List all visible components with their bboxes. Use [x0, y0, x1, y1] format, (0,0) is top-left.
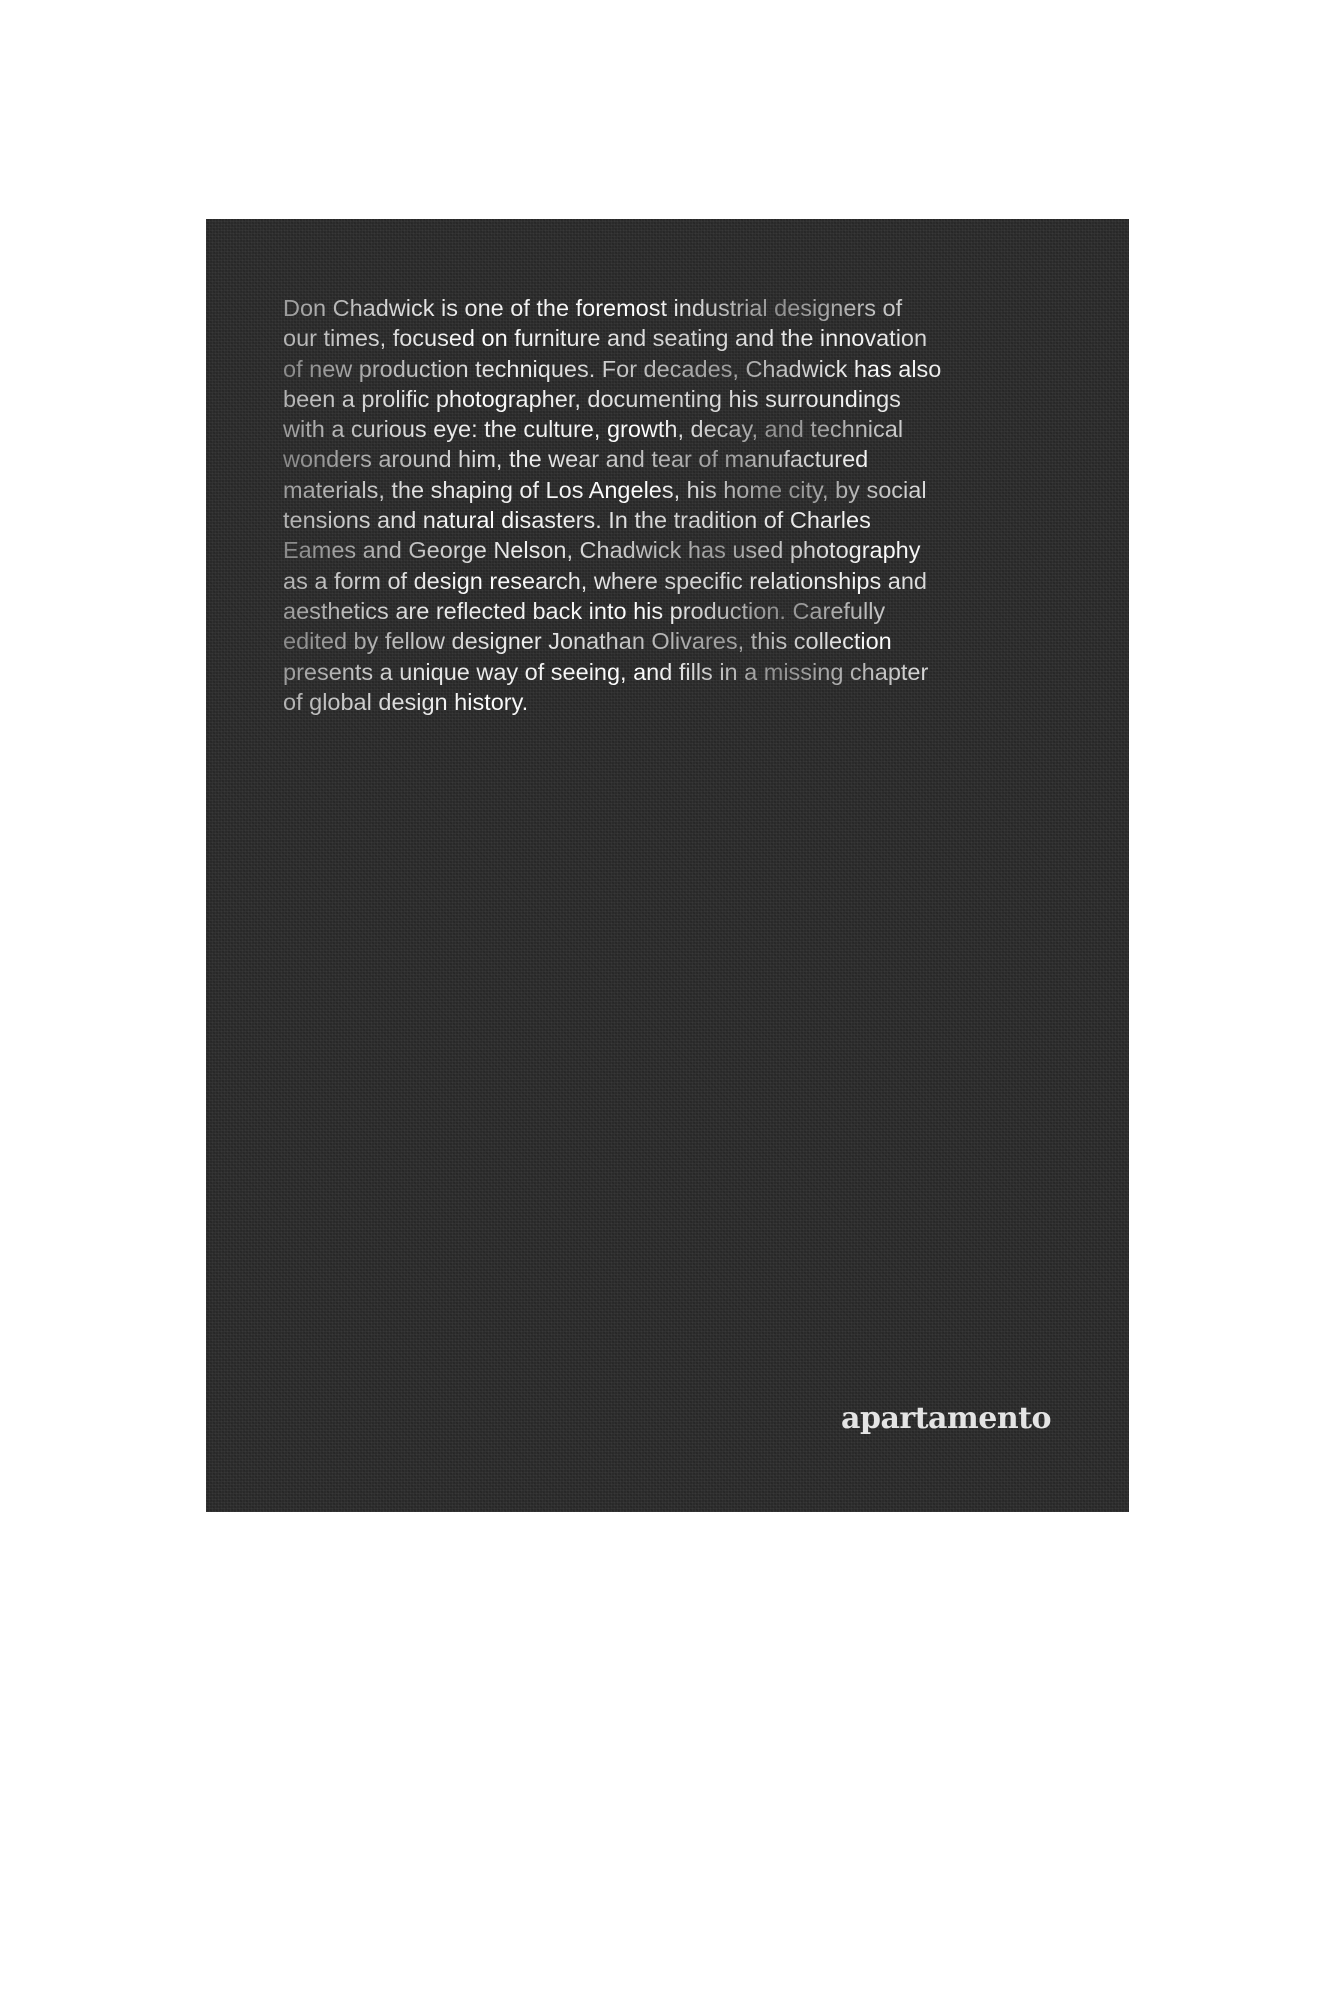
blurb-line: been a prolific photographer, documenting his surroundings — [283, 384, 1083, 414]
blurb-line: with a curious eye: the culture, growth, decay, and technical — [283, 414, 1083, 444]
blurb-line: presents a unique way of seeing, and fills in a missing chapter — [283, 657, 1083, 687]
blurb-line: as a form of design research, where specific relationships and — [283, 566, 1083, 596]
blurb-line: Don Chadwick is one of the foremost industrial designers of — [283, 293, 1083, 323]
blurb-line: of global design history. — [283, 687, 1083, 717]
blurb-line: Eames and George Nelson, Chadwick has used photography — [283, 535, 1083, 565]
blurb-line: edited by fellow designer Jonathan Olivares, this collection — [283, 626, 1083, 656]
blurb-line: our times, focused on furniture and seating and the innovation — [283, 323, 1083, 353]
book-back-cover — [206, 219, 1129, 1512]
cover-blurb — [283, 293, 1083, 717]
publisher-logo: apartamento — [841, 1401, 1051, 1436]
blurb-line: wonders around him, the wear and tear of manufactured — [283, 444, 1083, 474]
blurb-line: tensions and natural disasters. In the tradition of Charles — [283, 505, 1083, 535]
blurb-line: of new production techniques. For decades, Chadwick has also — [283, 354, 1083, 384]
blurb-line: materials, the shaping of Los Angeles, his home city, by social — [283, 475, 1083, 505]
blurb-line: aesthetics are reflected back into his production. Carefully — [283, 596, 1083, 626]
